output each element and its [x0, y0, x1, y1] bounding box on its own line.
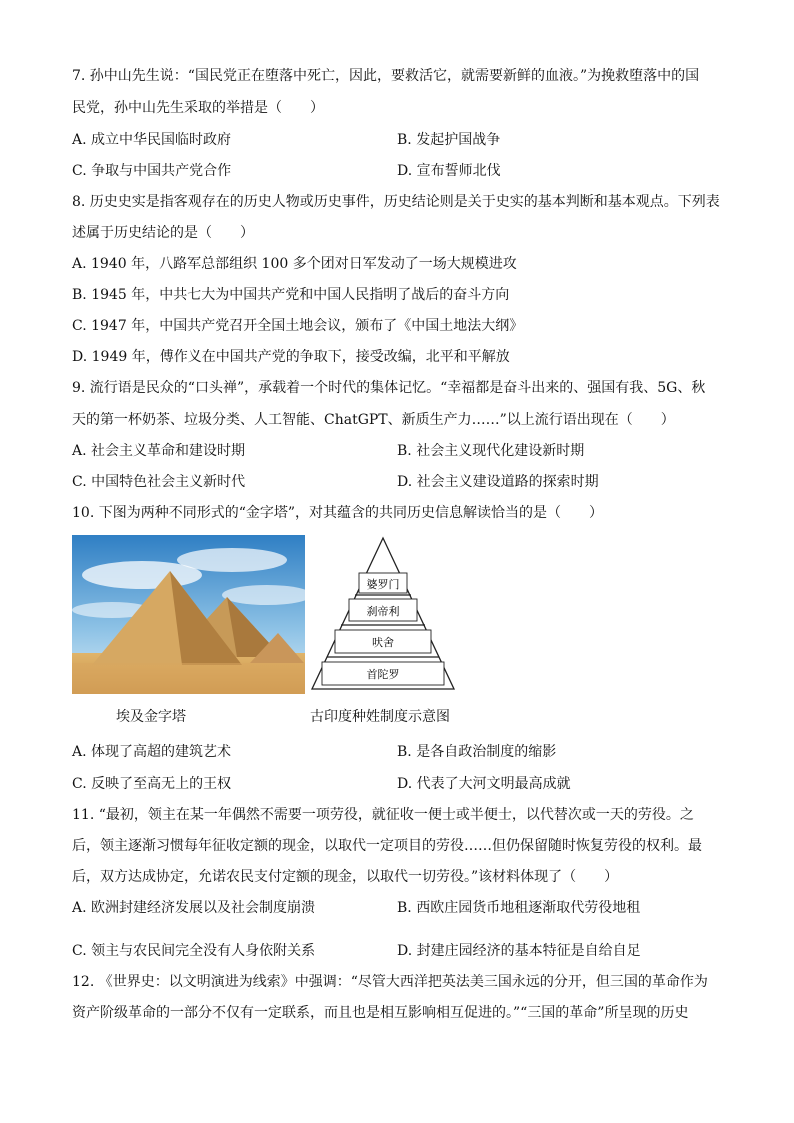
q8-option-a: A. 1940 年，八路军总部组织 100 多个团对日军发动了一场大规模进攻 [72, 256, 517, 272]
q8-stem-line1: 8. 历史史实是指客观存在的历史人物或历史事件，历史结论则是关于史实的基本判断和基本观点。下列表 [72, 194, 720, 210]
pyramid-level-2: 刹帝利 [366, 605, 400, 618]
caption-caste-diagram: 古印度种姓制度示意图 [310, 709, 450, 725]
caption-egypt-pyramid: 埃及金字塔 [116, 709, 186, 725]
q10-option-c: C. 反映了至高无上的王权 [72, 776, 232, 792]
q9-option-a: A. 社会主义革命和建设时期 [72, 443, 246, 459]
q12-stem-line2: 资产阶级革命的一部分不仅有一定联系，而且也是相互影响相互促进的。”“三国的革命”所呈现的历史 [72, 1005, 689, 1021]
q9-option-b: B. 社会主义现代化建设新时期 [397, 443, 585, 459]
pyramid-level-1: 婆罗门 [366, 578, 400, 591]
q9-option-d: D. 社会主义建设道路的探索时期 [397, 474, 599, 490]
q7-option-c: C. 争取与中国共产党合作 [72, 163, 232, 179]
q9-stem-line2: 天的第一杯奶茶、垃圾分类、人工智能、ChatGPT、新质生产力……”以上流行语出现在（ ） [72, 412, 675, 428]
q10-option-d: D. 代表了大河文明最高成就 [397, 776, 571, 792]
q10-stem-line1: 10. 下图为两种不同形式的“金字塔”，对其蕴含的共同历史信息解读恰当的是（ ） [72, 505, 604, 521]
q11-option-b: B. 西欧庄园货币地租逐渐取代劳役地租 [397, 900, 641, 916]
pyramid-level-4: 首陀罗 [366, 668, 400, 681]
q11-stem-line1: 11. “最初，领主在某一年偶然不需要一项劳役，就征收一便士或半便士，以代替次或一天的劳役。之 [72, 807, 694, 823]
q8-option-b: B. 1945 年，中共七大为中国共产党和中国人民指明了战后的奋斗方向 [72, 287, 510, 303]
q8-option-c: C. 1947 年，中国共产党召开全国土地会议，颁布了《中国土地法大纲》 [72, 318, 524, 334]
q7-stem-line1: 7. 孙中山先生说：“国民党正在堕落中死亡，因此，要救活它，就需要新鲜的血液。”为挽救堕落中的国 [72, 68, 700, 84]
q11-stem-line3: 后，双方达成协定，允诺农民支付定额的现金，以取代一切劳役。”该材料体现了（ ） [72, 869, 619, 885]
q7-option-b: B. 发起护国战争 [397, 132, 501, 148]
q11-option-d: D. 封建庄园经济的基本特征是自给自足 [397, 943, 641, 959]
q9-option-c: C. 中国特色社会主义新时代 [72, 474, 246, 490]
caste-pyramid-diagram [308, 535, 458, 693]
q9-stem-line1: 9. 流行语是民众的“口头禅”，承载着一个时代的集体记忆。“幸福都是奋斗出来的、强国有我、5G、秋 [72, 380, 706, 396]
q7-option-a: A. 成立中华民国临时政府 [72, 132, 232, 148]
egypt-pyramids-photo [72, 535, 305, 694]
q11-option-a: A. 欧洲封建经济发展以及社会制度崩溃 [72, 900, 316, 916]
q7-option-d: D. 宣布誓师北伐 [397, 163, 501, 179]
q7-stem-line2: 民党，孙中山先生采取的举措是（ ） [72, 100, 324, 116]
q8-stem-line2: 述属于历史结论的是（ ） [72, 225, 254, 241]
q10-option-a: A. 体现了高超的建筑艺术 [72, 744, 232, 760]
q11-stem-line2: 后，领主逐渐习惯每年征收定额的现金，以取代一定项目的劳役……但仍保留随时恢复劳役的权利。最 [72, 838, 702, 854]
q10-option-b: B. 是各自政治制度的缩影 [397, 744, 557, 760]
q8-option-d: D. 1949 年，傅作义在中国共产党的争取下，接受改编，北平和平解放 [72, 349, 510, 365]
q11-option-c: C. 领主与农民间完全没有人身依附关系 [72, 943, 316, 959]
q12-stem-line1: 12. 《世界史：以文明演进为线索》中强调：“尽管大西洋把英法美三国永远的分开，但三国的革命作为 [72, 974, 708, 990]
pyramid-level-3: 吠舍 [372, 636, 394, 649]
